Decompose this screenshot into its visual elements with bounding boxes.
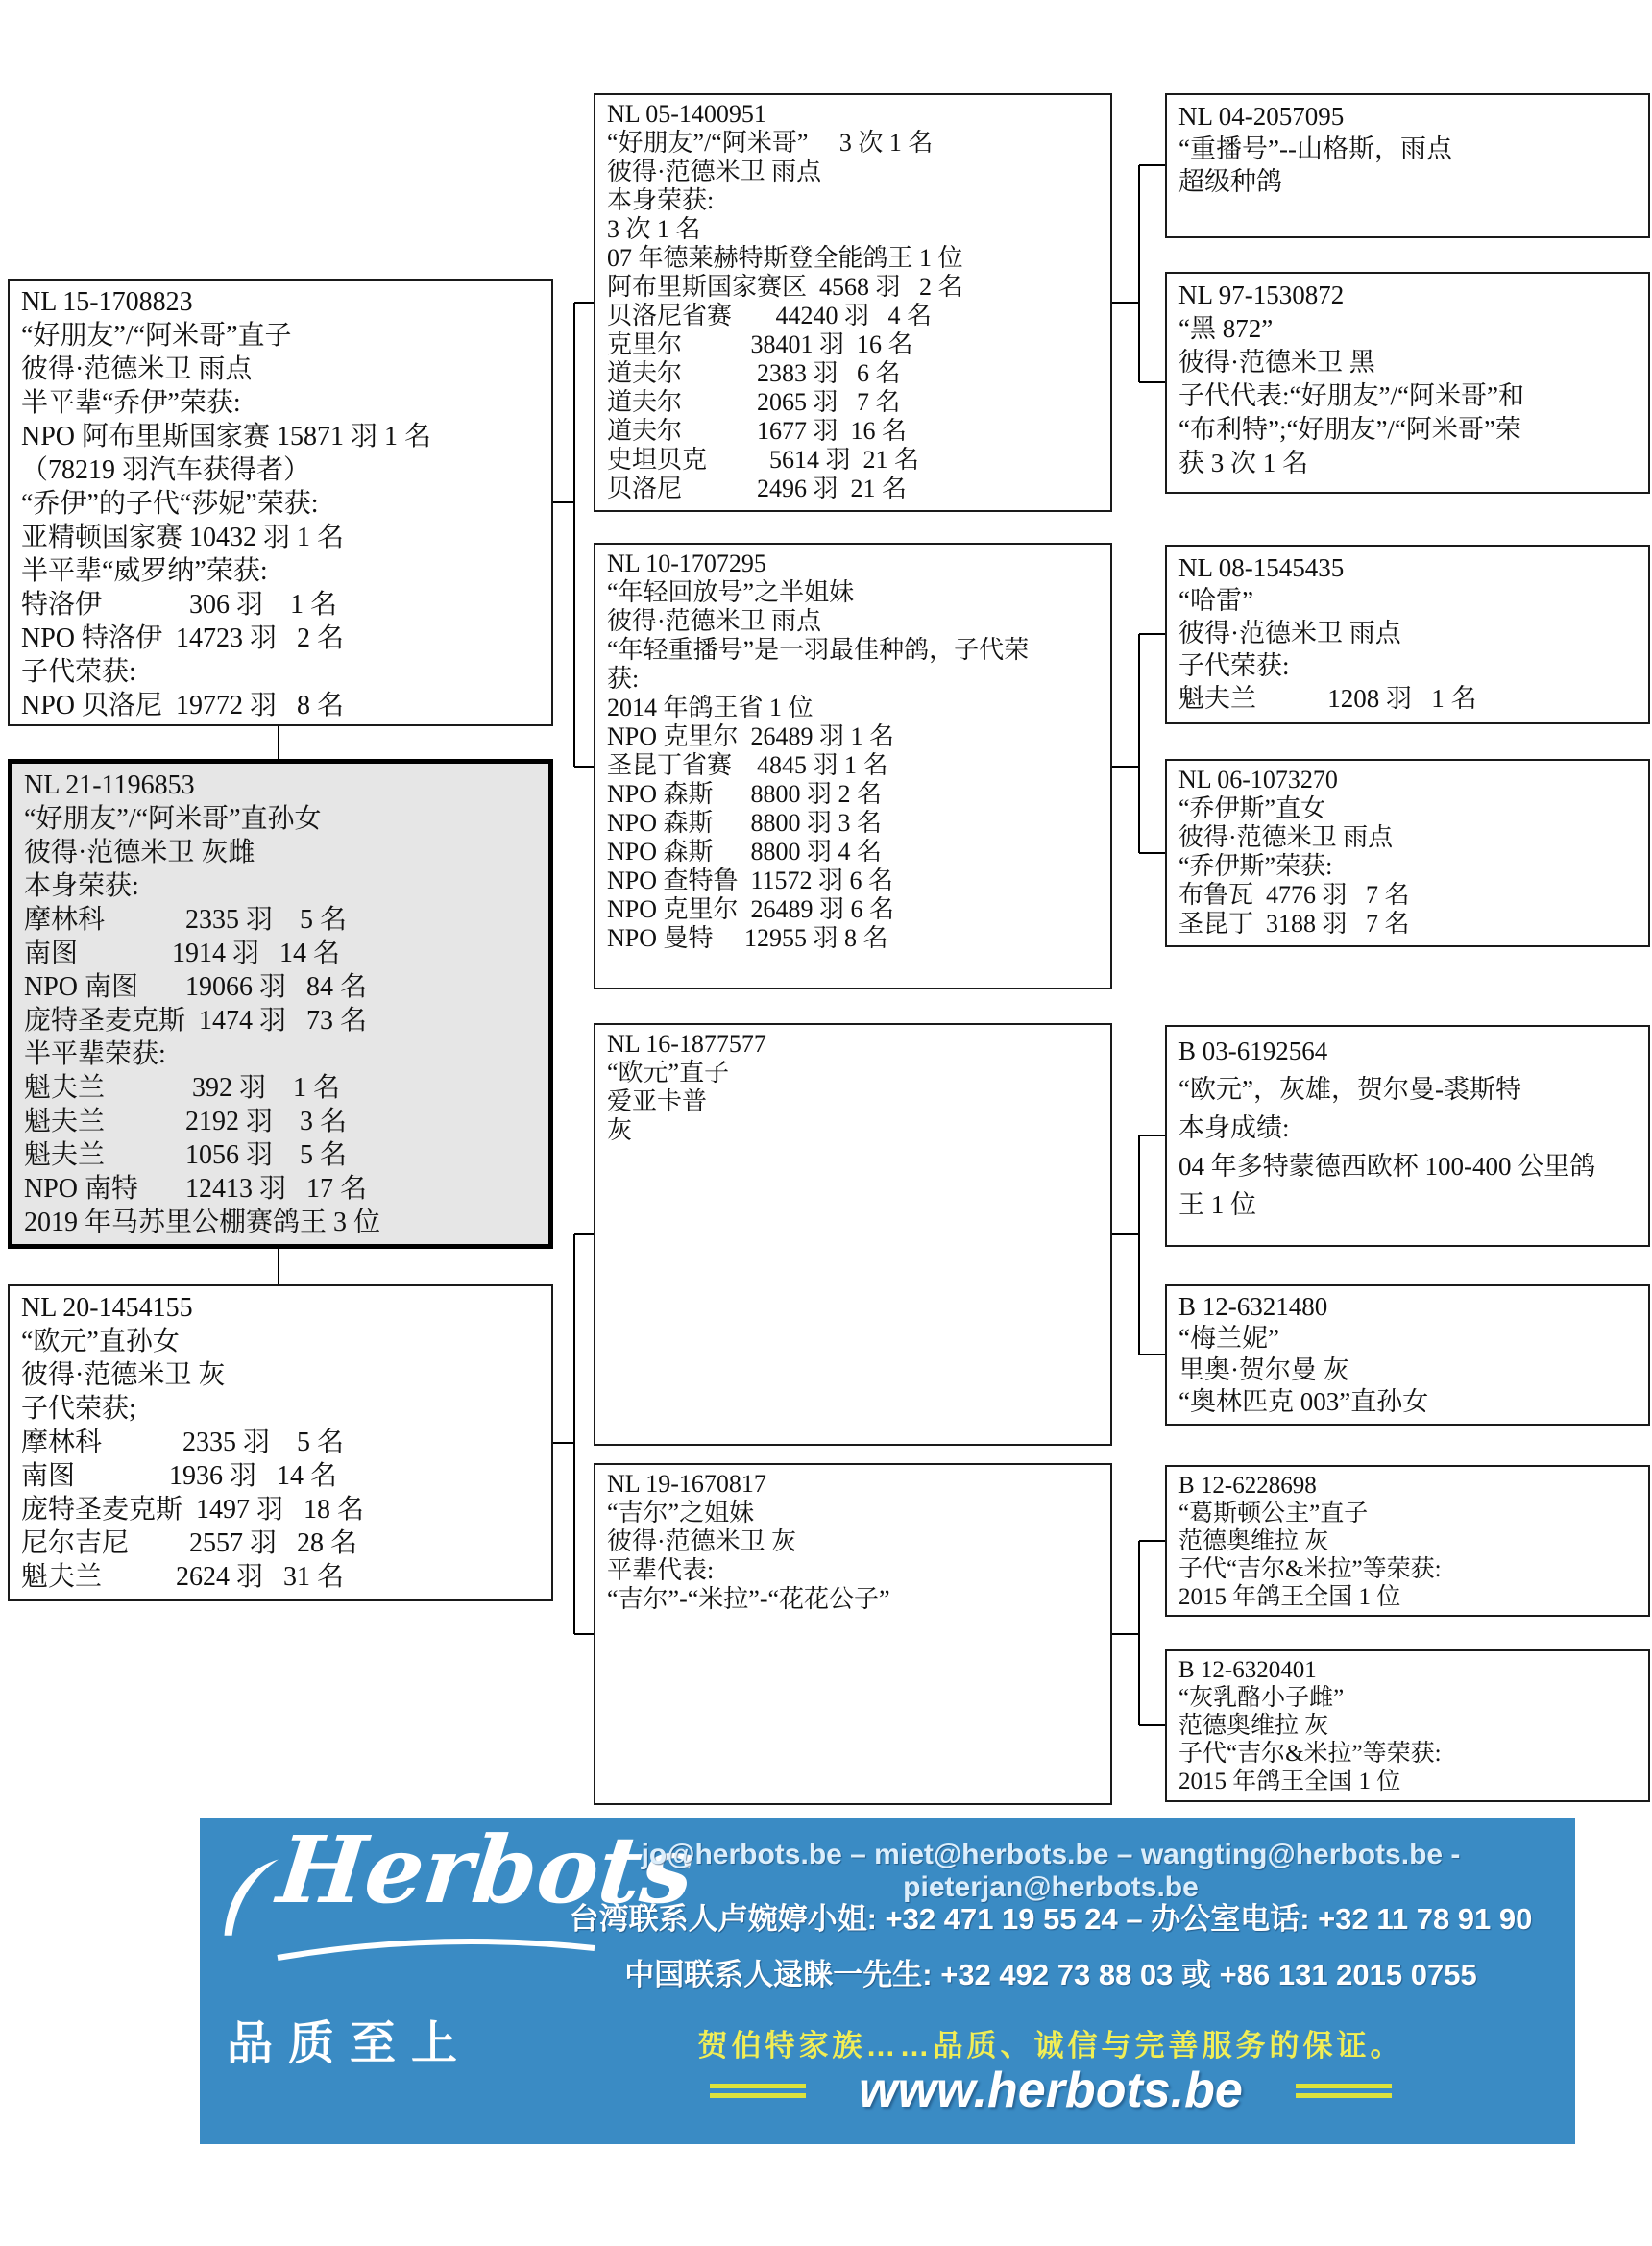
pedigree-line: 子代荣获: (1178, 651, 1290, 680)
pedigree-line: “布利特”;“好朋友”/“阿米哥”荣 (1178, 415, 1521, 444)
pedigree-line: 本身荣获: (24, 871, 139, 901)
pedigree-line: “重播号”--山格斯，雨点 (1178, 134, 1452, 163)
pedigree-line: 灰 (607, 1116, 633, 1144)
pedigree-line: 尼尔吉尼 2557 羽 28 名 (21, 1528, 358, 1558)
pedigree-line: 半平辈“威罗纳”荣获: (21, 556, 268, 586)
pedigree-box-b-03-6192564 (1165, 1025, 1650, 1247)
pedigree-line: “年轻重播号”是一羽最佳种鸽，子代荣 (607, 636, 1030, 664)
pedigree-box-nl-10-1707295 (594, 543, 1112, 989)
pedigree-line: “欧元”，灰雄，贺尔曼-裘斯特 (1178, 1075, 1521, 1104)
pedigree-line: 摩林科 2335 羽 5 名 (21, 1428, 345, 1457)
pedigree-line: 魁夫兰 1208 羽 1 名 (1178, 684, 1477, 713)
pedigree-box-nl-21-1196853-highlighted (8, 759, 553, 1249)
pedigree-line: 里奥·贺尔曼 灰 (1178, 1355, 1349, 1384)
pedigree-line: “乔伊斯”荣获: (1178, 852, 1333, 880)
pedigree-line: 平辈代表: (607, 1556, 715, 1584)
pedigree-line: 道夫尔 2065 羽 7 名 (607, 388, 901, 416)
pedigree-line: 范德奥维拉 灰 (1178, 1713, 1329, 1739)
pedigree-line: 克里尔 38401 羽 16 名 (607, 330, 913, 358)
pedigree-line: “欧元”直子 (607, 1059, 730, 1086)
pedigree-line: 南图 1914 羽 14 名 (24, 939, 341, 968)
pedigree-line: “黑 872” (1178, 314, 1274, 343)
pedigree-line: NPO 克里尔 26489 羽 1 名 (607, 722, 895, 750)
pedigree-line: NPO 曼特 12955 羽 8 名 (607, 924, 888, 952)
banner-china-contact: 中国联系人逯睐一先生: +32 492 73 88 03 或 +86 131 2015 0755 (624, 1958, 1477, 1991)
pedigree-box-nl-16-1877577 (594, 1023, 1112, 1446)
pedigree-line: 范德奥维拉 灰 (1178, 1528, 1329, 1554)
pedigree-line: “哈雷” (1178, 586, 1253, 615)
pedigree-box-nl-06-1073270 (1165, 759, 1650, 947)
pedigree-line: NPO 森斯 8800 羽 3 名 (607, 809, 883, 837)
pedigree-line: 子代荣获: (21, 657, 136, 687)
pedigree-line: 彼得·范德米卫 雨点 (607, 158, 822, 185)
pedigree-line: 魁夫兰 1056 羽 5 名 (24, 1140, 348, 1170)
pedigree-line: 获 3 次 1 名 (1178, 449, 1308, 477)
pedigree-line: 子代“吉尔&米拉”等荣获: (1178, 1741, 1442, 1767)
pedigree-line: 贝洛尼 2496 羽 21 名 (607, 475, 908, 502)
pedigree-line: 南图 1936 羽 14 名 (21, 1461, 338, 1491)
pedigree-line: 获: (607, 665, 640, 693)
pedigree-line: 2015 年鸽王全国 1 位 (1178, 1769, 1401, 1794)
banner-taiwan-contact: 台湾联系人卢婉婷小姐: +32 471 19 55 24 – 办公室电话: +32 11 78 91 90 (569, 1902, 1533, 1936)
pedigree-line: “年轻回放号”之半姐妹 (607, 578, 855, 606)
pedigree-line: 彼得·范德米卫 灰 (607, 1527, 797, 1555)
pedigree-line: 魁夫兰 2192 羽 3 名 (24, 1107, 348, 1136)
pedigree-line: 本身荣获: (607, 186, 715, 214)
pedigree-line: NL 21-1196853 (24, 770, 195, 800)
pedigree-line: 亚精顿国家赛 10432 羽 1 名 (21, 523, 345, 552)
pedigree-line: 特洛伊 306 羽 1 名 (21, 590, 338, 620)
pedigree-line: 本身成绩: (1178, 1113, 1290, 1142)
pedigree-line: NPO 查特鲁 11572 羽 6 名 (607, 867, 894, 894)
pedigree-line: 2019 年马苏里公棚赛鸽王 3 位 (24, 1208, 381, 1237)
pedigree-box-nl-15-1708823 (8, 279, 553, 726)
feather-icon (215, 1856, 284, 1944)
pedigree-line: 彼得·范德米卫 雨点 (607, 607, 822, 635)
pedigree-box-b-12-6320401 (1165, 1649, 1650, 1802)
banner-tagline: 品质至上 (227, 2018, 474, 2069)
herbots-logo-text: Herbots (273, 1816, 699, 1924)
pedigree-line: 彼得·范德米卫 灰 (21, 1360, 226, 1390)
pedigree-line: 爱亚卡普 (607, 1087, 708, 1115)
pedigree-line: 圣昆丁 3188 羽 7 名 (1178, 910, 1410, 938)
pedigree-line: NL 16-1877577 (607, 1030, 766, 1058)
pedigree-line: 魁夫兰 2624 羽 31 名 (21, 1562, 345, 1592)
pedigree-line: NPO 克里尔 26489 羽 6 名 (607, 895, 895, 923)
pedigree-line: B 12-6321480 (1178, 1292, 1328, 1321)
pedigree-line: NL 15-1708823 (21, 287, 193, 317)
pedigree-line: NPO 森斯 8800 羽 2 名 (607, 780, 883, 808)
pedigree-line: “灰乳酪小子雌” (1178, 1685, 1345, 1711)
pedigree-line: 3 次 1 名 (607, 215, 701, 243)
pedigree-line: NL 04-2057095 (1178, 102, 1345, 131)
pedigree-line: 阿布里斯国家赛区 4568 羽 2 名 (607, 273, 963, 301)
pedigree-line: 史坦贝克 5614 羽 21 名 (607, 446, 920, 474)
banner-website-row (488, 2062, 1614, 2119)
pedigree-line: NL 10-1707295 (607, 549, 766, 577)
pedigree-line: NPO 南特 12413 羽 17 名 (24, 1174, 368, 1204)
pedigree-line: 2014 年鸽王省 1 位 (607, 694, 814, 721)
pedigree-line: 摩林科 2335 羽 5 名 (24, 905, 348, 935)
pedigree-box-b-12-6321480 (1165, 1284, 1650, 1426)
pedigree-line: 庞特圣麦克斯 1474 羽 73 名 (24, 1006, 368, 1036)
pedigree-line: 彼得·范德米卫 雨点 (1178, 823, 1394, 851)
pedigree-line: 布鲁瓦 4776 羽 7 名 (1178, 881, 1410, 909)
pedigree-line: NL 19-1670817 (607, 1470, 766, 1498)
pedigree-line: 子代荣获; (21, 1394, 136, 1424)
pedigree-line: B 12-6228698 (1178, 1473, 1317, 1499)
pedigree-line: 贝洛尼省赛 44240 羽 4 名 (607, 302, 933, 330)
double-bar-icon (1296, 2084, 1392, 2098)
pedigree-line: 王 1 位 (1178, 1190, 1256, 1219)
pedigree-line: NL 05-1400951 (607, 100, 766, 128)
pedigree-line: 魁夫兰 392 羽 1 名 (24, 1073, 341, 1103)
pedigree-line: “吉尔”-“米拉”-“花花公子” (607, 1585, 890, 1613)
pedigree-line: 2015 年鸽王全国 1 位 (1178, 1584, 1401, 1610)
pedigree-line: NPO 南图 19066 羽 84 名 (24, 972, 368, 1002)
pedigree-box-nl-08-1545435 (1165, 545, 1650, 724)
pedigree-box-nl-97-1530872 (1165, 272, 1650, 494)
pedigree-line: 07 年德莱赫特斯登全能鸽王 1 位 (607, 244, 963, 272)
pedigree-line: 超级种鸽 (1178, 167, 1282, 196)
pedigree-line: NL 08-1545435 (1178, 553, 1345, 582)
pedigree-line: 彼得·范德米卫 雨点 (1178, 619, 1401, 647)
pedigree-line: 彼得·范德米卫 雨点 (21, 354, 253, 384)
banner-website-url: www.herbots.be (859, 2063, 1243, 2118)
pedigree-line: 子代“吉尔&米拉”等荣获: (1178, 1556, 1442, 1582)
banner-slogan: 贺伯特家族……品质、诚信与完善服务的保证。 (697, 2029, 1404, 2063)
pedigree-line: “好朋友”/“阿米哥”直子 (21, 321, 292, 351)
pedigree-line: 04 年多特蒙德西欧杯 100-400 公里鸽 (1178, 1152, 1596, 1181)
pedigree-line: “葛斯顿公主”直子 (1178, 1501, 1369, 1526)
pedigree-line: “吉尔”之姐妹 (607, 1499, 755, 1526)
pedigree-line: 圣昆丁省赛 4845 羽 1 名 (607, 751, 888, 779)
pedigree-line: 半平辈荣获: (24, 1039, 166, 1069)
pedigree-line: NPO 特洛伊 14723 羽 2 名 (21, 623, 345, 653)
pedigree-line: “欧元”直孙女 (21, 1327, 180, 1356)
pedigree-line: （78219 羽汽车获得者） (21, 455, 311, 485)
pedigree-line: NL 20-1454155 (21, 1293, 193, 1323)
pedigree-line: 彼得·范德米卫 黑 (1178, 348, 1375, 377)
double-bar-icon (710, 2084, 806, 2098)
pedigree-box-nl-20-1454155 (8, 1284, 553, 1601)
pedigree-box-nl-19-1670817 (594, 1463, 1112, 1805)
pedigree-line: NPO 贝洛尼 19772 羽 8 名 (21, 691, 345, 720)
pedigree-line: NL 06-1073270 (1178, 766, 1338, 793)
pedigree-line: “奥林匹克 003”直孙女 (1178, 1387, 1429, 1416)
pedigree-line: B 12-6320401 (1178, 1657, 1317, 1683)
pedigree-line: “乔伊斯”直女 (1178, 794, 1326, 822)
pedigree-line: B 03-6192564 (1178, 1037, 1328, 1065)
banner-emails: jo@herbots.be – miet@herbots.be – wangting@herbots.be - pieterjan@herbots.be (641, 1839, 1461, 1903)
pedigree-box-b-12-6228698 (1165, 1465, 1650, 1617)
pedigree-line: 道夫尔 2383 羽 6 名 (607, 359, 901, 387)
pedigree-line: “乔伊”的子代“莎妮”荣获: (21, 489, 319, 519)
pedigree-line: 子代代表:“好朋友”/“阿米哥”和 (1178, 381, 1524, 410)
pedigree-line: 道夫尔 1677 羽 16 名 (607, 417, 908, 445)
pedigree-line: NPO 森斯 8800 羽 4 名 (607, 838, 883, 866)
pedigree-line: “好朋友”/“阿米哥” 3 次 1 名 (607, 129, 934, 157)
pedigree-line: “好朋友”/“阿米哥”直孙女 (24, 804, 322, 834)
pedigree-line: “梅兰妮” (1178, 1324, 1279, 1353)
pedigree-line: 彼得·范德米卫 灰雌 (24, 838, 255, 867)
pedigree-line: NL 97-1530872 (1178, 281, 1345, 309)
pedigree-box-nl-05-1400951 (594, 93, 1112, 512)
herbots-banner (200, 1818, 1575, 2144)
pedigree-box-nl-04-2057095 (1165, 93, 1650, 238)
pedigree-line: 半平辈“乔伊”荣获: (21, 388, 241, 418)
pedigree-line: NPO 阿布里斯国家赛 15871 羽 1 名 (21, 422, 432, 452)
pedigree-line: 庞特圣麦克斯 1497 羽 18 名 (21, 1495, 365, 1525)
